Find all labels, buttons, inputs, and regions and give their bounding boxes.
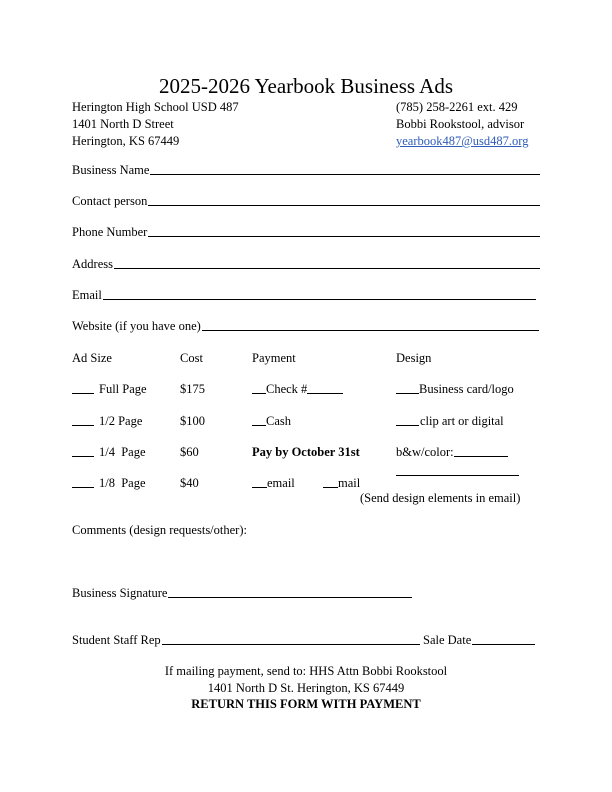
table-row[interactable] [72,381,147,397]
design-extra-line[interactable] [396,475,519,476]
school-address-line1: 1401 North D Street [72,117,174,131]
design-color-label: b&w/color: [396,445,454,459]
design-note: (Send design elements in email) [360,491,521,505]
footer-return-notice: RETURN THIS FORM WITH PAYMENT [191,697,421,711]
design-clip-art-option[interactable] [396,413,504,429]
business-signature-field[interactable] [72,585,412,601]
business-name-line[interactable] [150,174,540,175]
design-business-card-line[interactable] [396,393,419,394]
ad-size-checkbox-line[interactable] [72,425,94,426]
ad-cost: $175 [180,382,205,396]
check-number-line[interactable] [307,393,343,394]
address-label: Address [72,257,113,271]
design-extra-option[interactable] [396,475,519,479]
business-signature-label: Business Signature [72,586,168,600]
table-row[interactable] [72,475,146,491]
design-business-card-label: Business card/logo [419,382,514,396]
payment-check-option[interactable] [252,381,343,397]
design-color-line[interactable] [454,456,508,457]
payment-cash-option[interactable] [252,413,291,429]
table-row[interactable] [72,413,142,429]
design-color-option[interactable] [396,444,508,460]
ad-size-label: 1/4 Page [99,445,146,459]
ad-size-checkbox-line[interactable] [72,456,94,457]
ad-size-label: 1/8 Page [99,476,146,490]
staff-rep-label: Student Staff Rep [72,633,161,647]
website-field[interactable] [72,318,539,334]
ad-size-label: 1/2 Page [99,414,143,428]
contact-email-link[interactable]: yearbook487@usd487.org [396,134,529,148]
ad-size-checkbox-line[interactable] [72,393,94,394]
design-clip-art-label: clip art or digital [420,414,504,428]
comments-label: Comments (design requests/other): [72,523,247,537]
ad-size-label: Full Page [99,382,147,396]
design-header: Design [396,351,432,365]
address-line[interactable] [114,268,540,269]
payment-cash-line[interactable] [252,425,266,426]
school-info [72,99,239,150]
phone-number-label: Phone Number [72,225,148,239]
table-row[interactable] [72,444,146,460]
school-name: Herington High School USD 487 [72,100,239,114]
payment-mail-line[interactable] [323,487,338,488]
payment-header: Payment [252,351,296,365]
business-signature-line[interactable] [168,597,412,598]
payment-mail-option[interactable] [323,475,360,491]
ad-cost: $60 [180,445,199,459]
staff-rep-field[interactable] [72,632,420,648]
footer-address-line: 1401 North D St. Herington, KS 67449 [207,681,405,695]
payment-mail-label: mail [338,476,361,490]
sale-date-field[interactable] [423,632,535,648]
address-field[interactable] [72,256,540,272]
contact-person-label: Contact person [72,194,148,208]
ad-size-checkbox-line[interactable] [72,487,94,488]
website-label: Website (if you have one) [72,319,201,333]
email-label: Email [72,288,102,302]
staff-rep-line[interactable] [162,644,420,645]
ad-cost: $100 [180,414,205,428]
website-line[interactable] [202,330,539,331]
phone-number-field[interactable] [72,224,540,240]
ad-size-header: Ad Size [72,351,112,365]
footer-mailing-line: If mailing payment, send to: HHS Attn Bobbi Rookstool [164,664,448,678]
phone-number-line[interactable] [148,236,540,237]
contact-advisor: Bobbi Rookstool, advisor [396,117,525,131]
email-field[interactable] [72,287,536,303]
business-name-field[interactable] [72,162,540,178]
sale-date-line[interactable] [472,644,535,645]
payment-email-label: email [267,476,295,490]
contact-person-field[interactable] [72,193,540,209]
design-clip-art-line[interactable] [396,425,419,426]
email-line[interactable] [103,299,536,300]
payment-email-line[interactable] [252,487,267,488]
payment-check-line[interactable] [252,393,266,394]
cost-header: Cost [180,351,203,365]
contact-info [396,99,528,150]
ad-cost: $40 [180,476,199,490]
payment-check-label: Check # [266,382,308,396]
sale-date-label: Sale Date [423,633,472,647]
payment-email-option[interactable] [252,475,295,491]
contact-person-line[interactable] [148,205,540,206]
design-business-card-option[interactable] [396,381,514,397]
page-title: 2025-2026 Yearbook Business Ads [158,74,454,98]
business-name-label: Business Name [72,163,150,177]
payment-cash-label: Cash [266,414,291,428]
payment-deadline: Pay by October 31st [252,445,360,459]
contact-phone: (785) 258-2261 ext. 429 [396,100,518,114]
school-address-line2: Herington, KS 67449 [72,134,180,148]
